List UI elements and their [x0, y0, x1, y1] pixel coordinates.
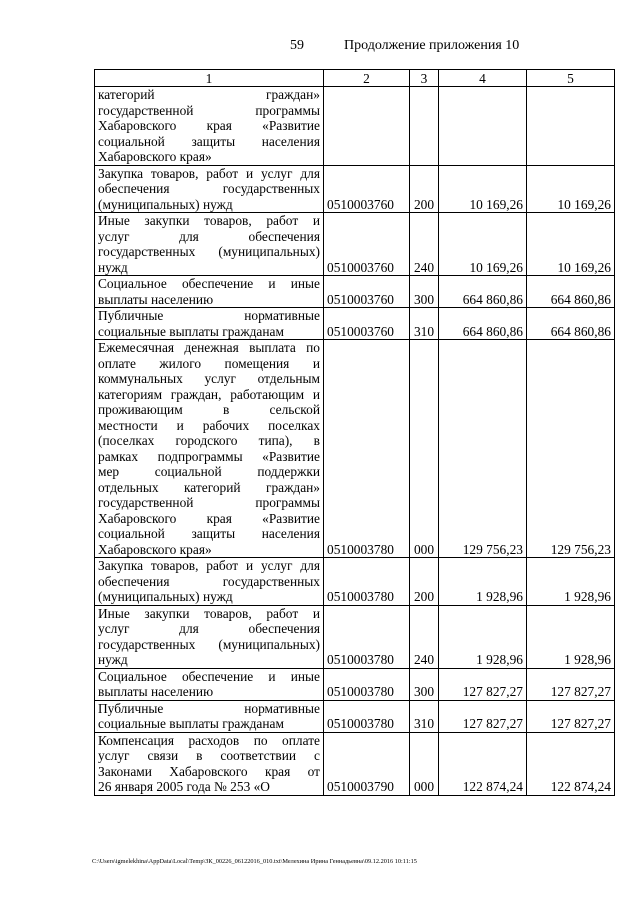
description-line: Хабаровского края» — [98, 149, 212, 164]
row-description — [95, 213, 324, 276]
row-amount-col5: 10 169,26 — [527, 165, 615, 213]
description-line: Публичные нормативные — [98, 308, 320, 323]
row-amount-col5: 122 874,24 — [527, 732, 615, 795]
row-target-code: 0510003780 — [324, 558, 410, 606]
row-target-code: 0510003780 — [324, 668, 410, 700]
row-description — [95, 340, 324, 558]
row-amount-col4: 664 860,86 — [439, 308, 527, 340]
table-row — [95, 213, 615, 276]
page-title: Продолжение приложения 10 — [344, 38, 520, 53]
table-row — [95, 87, 615, 166]
row-expense-type: 300 — [410, 668, 439, 700]
row-target-code: 0510003760 — [324, 276, 410, 308]
description-line: категориям граждан, работающим и — [98, 386, 320, 402]
row-amount-col4: 127 827,27 — [439, 700, 527, 732]
row-amount-col5: 129 756,23 — [527, 340, 615, 558]
description-line: нужд — [98, 652, 128, 667]
description-line: Хабаровского края «Развитие — [98, 118, 320, 133]
row-description — [95, 276, 324, 308]
row-amount-col5: 10 169,26 — [527, 213, 615, 276]
description-line: услуг для обеспечения — [98, 621, 320, 636]
description-line: 26 января 2005 года № 253 «О — [98, 779, 270, 794]
description-line: Компенсация расходов по оплате — [98, 732, 320, 748]
description-line: коммунальных услуг отдельным — [98, 371, 320, 386]
row-expense-type: 310 — [410, 700, 439, 732]
description-line: Публичные нормативные — [98, 700, 320, 716]
description-line: социальной защиты населения — [98, 133, 320, 149]
row-description — [95, 668, 324, 700]
column-header: 4 — [439, 70, 527, 87]
row-amount-col5: 1 928,96 — [527, 558, 615, 606]
row-target-code: 0510003760 — [324, 213, 410, 276]
row-amount-col4: 10 169,26 — [439, 213, 527, 276]
row-expense-type: 310 — [410, 308, 439, 340]
description-line: (поселках городского типа), в — [98, 433, 320, 448]
description-line: услуг для обеспечения — [98, 228, 320, 244]
row-amount-col4: 122 874,24 — [439, 732, 527, 795]
description-line: местности и рабочих поселках — [98, 417, 320, 433]
row-description — [95, 87, 324, 166]
row-target-code: 0510003780 — [324, 700, 410, 732]
row-amount-col5: 1 928,96 — [527, 605, 615, 668]
row-description — [95, 700, 324, 732]
row-expense-type: 000 — [410, 340, 439, 558]
row-description — [95, 558, 324, 606]
description-line: отдельных категорий граждан» — [98, 479, 320, 495]
row-amount-col4: 1 928,96 — [439, 605, 527, 668]
description-line: (муниципальных) нужд — [98, 589, 233, 604]
row-target-code — [324, 87, 410, 166]
description-line: государственных (муниципальных) — [98, 636, 320, 652]
description-line: обеспечения государственных — [98, 573, 320, 589]
row-expense-type: 000 — [410, 732, 439, 795]
row-amount-col4: 129 756,23 — [439, 340, 527, 558]
description-line: Закупка товаров, работ и услуг для — [98, 165, 320, 181]
row-amount-col4: 10 169,26 — [439, 165, 527, 213]
document-footer-path: C:\Users\igmelekhina\AppData\Local\Temp\ЗК_00226_06122016_010.txt\Мелехина Ирина Геннадьевна\09.12.2016 10:11:15 — [92, 858, 417, 865]
row-expense-type: 200 — [410, 558, 439, 606]
row-target-code: 0510003780 — [324, 605, 410, 668]
description-line: обеспечения государственных — [98, 181, 320, 196]
table-body — [95, 87, 615, 796]
row-target-code: 0510003760 — [324, 308, 410, 340]
table-row — [95, 340, 615, 558]
description-line: государственной программы — [98, 102, 320, 118]
description-line: (муниципальных) нужд — [98, 196, 233, 212]
row-description — [95, 308, 324, 340]
description-line: Социальное обеспечение и иные — [98, 668, 320, 684]
description-line: Иные закупки товаров, работ и — [98, 605, 320, 621]
row-amount-col5: 664 860,86 — [527, 308, 615, 340]
row-target-code: 0510003780 — [324, 340, 410, 558]
table-header-row — [95, 70, 615, 87]
row-target-code: 0510003790 — [324, 732, 410, 795]
page-number: 59 — [290, 38, 304, 53]
row-amount-col4: 1 928,96 — [439, 558, 527, 606]
description-line: проживающим в сельской — [98, 402, 320, 417]
column-header: 1 — [95, 70, 324, 87]
row-description — [95, 605, 324, 668]
description-line: социальные выплаты гражданам — [98, 716, 284, 731]
description-line: Иные закупки товаров, работ и — [98, 213, 320, 228]
description-line: рамках подпрограммы «Развитие — [98, 448, 320, 464]
description-line: выплаты населению — [98, 684, 214, 699]
description-line: оплате жилого помещения и — [98, 355, 320, 371]
table-row — [95, 700, 615, 732]
table-row — [95, 276, 615, 308]
row-expense-type: 200 — [410, 165, 439, 213]
column-header: 2 — [324, 70, 410, 87]
budget-table — [94, 69, 615, 796]
row-amount-col4: 127 827,27 — [439, 668, 527, 700]
description-line: Законами Хабаровского края от — [98, 763, 320, 779]
row-amount-col5: 664 860,86 — [527, 276, 615, 308]
description-line: Социальное обеспечение и иные — [98, 276, 320, 291]
description-line: социальной защиты населения — [98, 526, 320, 541]
row-expense-type: 300 — [410, 276, 439, 308]
row-expense-type: 240 — [410, 605, 439, 668]
table-row — [95, 558, 615, 606]
table-row — [95, 165, 615, 213]
row-amount-col4 — [439, 87, 527, 166]
column-header: 5 — [527, 70, 615, 87]
row-amount-col4: 664 860,86 — [439, 276, 527, 308]
row-expense-type — [410, 87, 439, 166]
table-row — [95, 732, 615, 795]
row-amount-col5: 127 827,27 — [527, 668, 615, 700]
description-line: выплаты населению — [98, 291, 214, 307]
description-line: государственной программы — [98, 495, 320, 510]
row-target-code: 0510003760 — [324, 165, 410, 213]
description-line: категорий граждан» — [98, 87, 320, 102]
description-line: Закупка товаров, работ и услуг для — [98, 558, 320, 573]
description-line: нужд — [98, 259, 128, 275]
description-line: государственных (муниципальных) — [98, 244, 320, 259]
table-row — [95, 668, 615, 700]
row-description — [95, 165, 324, 213]
row-amount-col5: 127 827,27 — [527, 700, 615, 732]
row-amount-col5 — [527, 87, 615, 166]
description-line: социальные выплаты гражданам — [98, 323, 284, 339]
description-line: Ежемесячная денежная выплата по — [98, 340, 320, 355]
description-line: Хабаровского края «Развитие — [98, 510, 320, 526]
description-line: мер социальной поддержки — [98, 464, 320, 479]
column-header: 3 — [410, 70, 439, 87]
row-description — [95, 732, 324, 795]
row-expense-type: 240 — [410, 213, 439, 276]
table-row — [95, 605, 615, 668]
table-row — [95, 308, 615, 340]
description-line: Хабаровского края» — [98, 541, 212, 557]
description-line: услуг связи в соответствии с — [98, 748, 320, 763]
